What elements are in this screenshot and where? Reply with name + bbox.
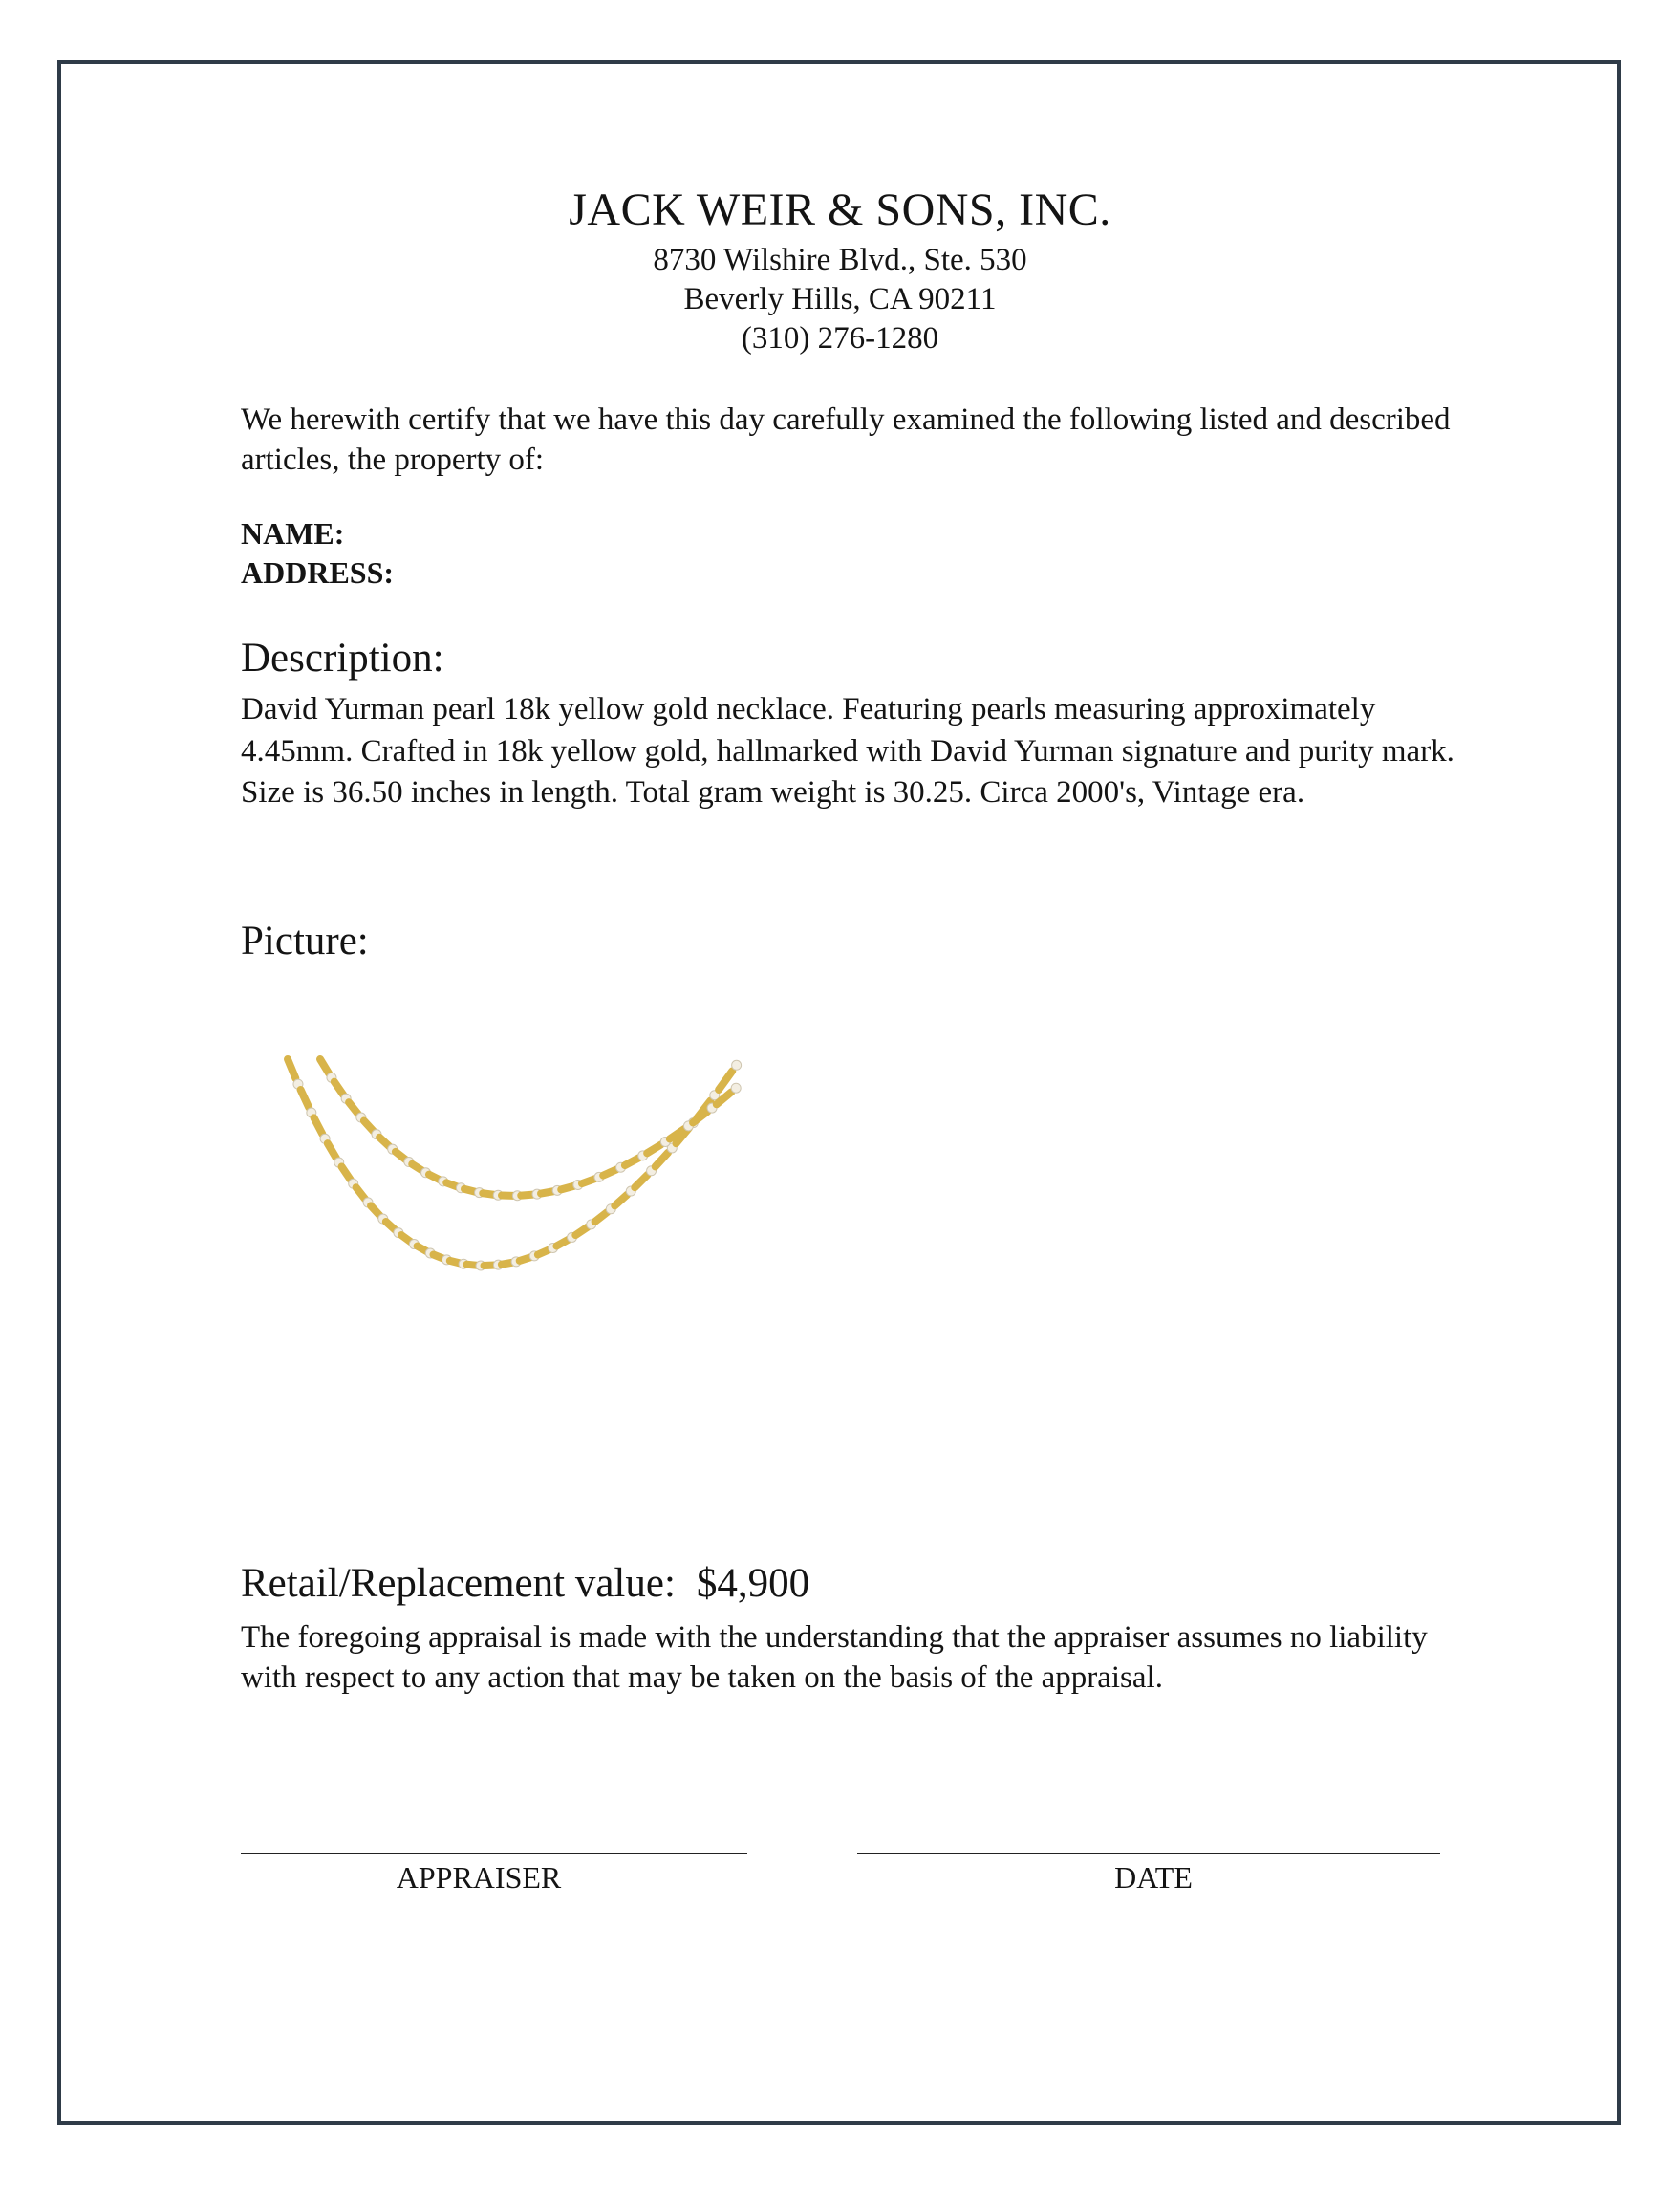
company-name: JACK WEIR & SONS, INC. — [569, 184, 1111, 235]
description-body: David Yurman pearl 18k yellow gold necklace. Featuring pearls measuring approximately 4.45mm. Crafted in 18k yellow gold, hallmarked with David Yurman signature and purity mark. Size is 36.50 inches in length. Total gram weight is 30.25. Circa 2000's, Vintage era. — [241, 692, 1454, 810]
description-heading: Description: — [241, 636, 444, 681]
necklace-photo — [272, 1051, 750, 1472]
certification-statement: We herewith certify that we have this day carefully examined the following listed and described articles, the property of: — [241, 402, 1451, 477]
value-amount: $4,900 — [696, 1561, 810, 1606]
owner-name-label: NAME: — [241, 516, 345, 551]
value-label: Retail/Replacement value: — [241, 1561, 676, 1606]
necklace-inner-strand — [320, 1059, 741, 1201]
date-label: DATE — [1114, 1860, 1193, 1895]
liability-disclaimer: The foregoing appraisal is made with the understanding that the appraiser assumes no liability with respect to any action that may be taken on the basis of the appraisal. — [241, 1620, 1428, 1695]
company-address-line1: 8730 Wilshire Blvd., Ste. 530 — [653, 243, 1027, 277]
appraiser-label: APPRAISER — [396, 1860, 562, 1895]
appraiser-signature-line — [241, 1853, 747, 1854]
company-address-line2: Beverly Hills, CA 90211 — [683, 282, 997, 316]
company-phone: (310) 276-1280 — [741, 321, 939, 356]
appraised-value — [241, 1560, 809, 1607]
necklace-illustration — [272, 1051, 750, 1472]
owner-address-label: ADDRESS: — [241, 555, 395, 590]
necklace-outer-strand — [288, 1059, 742, 1270]
date-signature-line — [857, 1853, 1440, 1854]
picture-heading: Picture: — [241, 919, 369, 964]
